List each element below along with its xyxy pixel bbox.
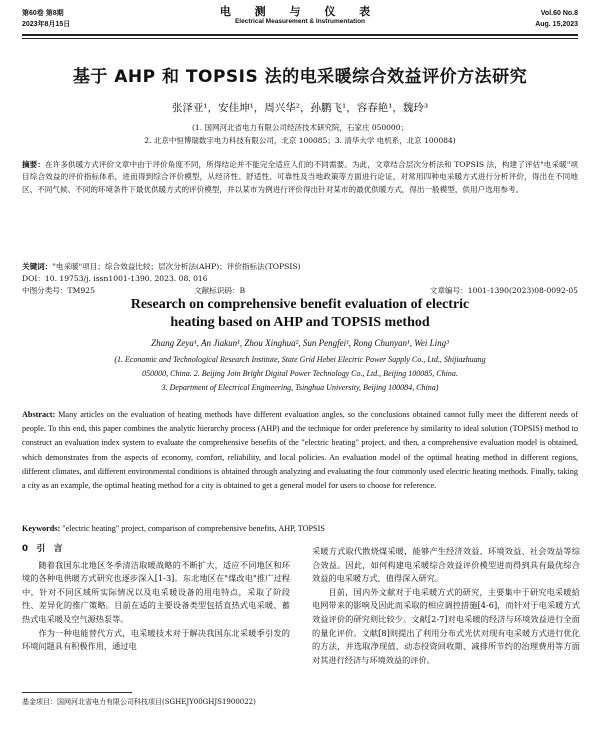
abstract-cn-text: 在许多供暖方式评价文章中由于评价角度不同，所得结论并不能完全适应人们的不同需要。为此，文章结合层次分析法和 TOPSIS 法，构建了评估"电采暖"项目综合效益的评价指标体系，进而得到综合评价模型，从经济性、舒适性、可靠性及当地政策等方面进行论证，对常用四种电采暖方式进行分析评价，得出在不同地区、不同气候、不同的环境条件下最优供暖方式的评价模型，并以某市为例进行评价得出针对某市的最优供暖方式，得出一般模型，供用户选用参考。	[22, 160, 578, 194]
keywords-en-label: Keywords:	[22, 524, 61, 533]
authors-cn: 张泽亚¹，安佳坤¹，周兴华²，孙鹏飞¹，容春艳¹，魏玲³	[171, 102, 429, 114]
abstract-cn-label: 摘要：	[22, 160, 46, 169]
volume-cn: 第60卷 第8期	[22, 10, 64, 17]
header-center	[22, 6, 578, 26]
abstract-en-text: Many articles on the evaluation of heating methods have different evaluation angles, so the conclusions obtained cannot fully meet the different needs of people. To this end, this paper combines the analytic hierarchy process (AHP) and the technique for order preference by similarity to ideal solution (TOPSIS) method to construct an evaluation index system to evaluate the comprehensive benefits of the "electric heating" project, and then, a comprehensive evaluation model is obtained, which demonstrates from the aspects of economy, comfort, reliability, and local policies. An evaluation model of the optimal heating method in different regions, different climates, and different environmental conditions is obtained through analyzing and evaluating the four commonly used electric heating methods. Finally, taking a city as an example, the optimal heating method for a city is obtained to get a general model for users to choose for reference.	[22, 410, 579, 491]
header-rule	[22, 34, 578, 36]
affiliations-en	[40, 353, 560, 395]
article-number: 文章编号：1001-1390(2023)08-0092-05	[429, 286, 578, 295]
keywords-en-block	[22, 524, 578, 533]
document-code: 文献标识码：B	[194, 286, 246, 295]
section-heading: 0 引 言	[22, 544, 63, 554]
clc-number: 中图分类号：TM925	[22, 286, 95, 295]
affiliation-en-3: 3. Department of Electrical Engineering, Tsinghua University, Beijing 100084, China)	[161, 383, 439, 392]
affiliations-cn	[22, 121, 578, 147]
affiliation-cn-2: 2. 北京中恒博瑞数字电力科技有限公司，北京 100085；3. 清华大学 电机系，北京 100084)	[144, 136, 456, 145]
header-rule-thin	[22, 38, 578, 39]
footnote-rule	[22, 692, 132, 693]
body-paragraph: 目前，国内外文献对于电采暖方式的研究，主要集中于研究电采暖給电网带来的影响及因此而采取的相应调控措施[4-6]，而针对于电采暖方式效益评价的研究则比较少。文献[2-7]对电采暖的经济与环境效益进行全面的量化评价。文献[8]则提出了利用分布式光伏对现有电采暖方式进行优化的方法，并选取净现值、动态投资回收期、减排所节约的治理费用等方面对其进行经济与环境效益的评价。	[312, 586, 580, 665]
paper-title-en-line2: heating based on AHP and TOPSIS method	[170, 315, 430, 330]
authors-en: Zhang Zeya¹, An Jiakun¹, Zhou Xinghua², Sun Pengfei¹, Rong Chunyan¹, Wei Ling³	[151, 338, 449, 348]
abstract-en-label: Abstract:	[22, 410, 56, 419]
body-column-left	[22, 543, 290, 654]
keywords-cn: "电采暖"项目；综合效益比较；层次分析法(AHP)；评价指标法(TOPSIS)	[52, 262, 301, 271]
keywords-cn-label: 关键词：	[22, 262, 53, 271]
paper-title-en-line1: Research on comprehensive benefit evaluation of electric	[130, 297, 470, 312]
funding-footnote: 基金项目：国网河北省电力有限公司科技项目(SGHEJY00GHJS1900022)	[22, 698, 256, 706]
paper-title-cn: 基于 AHP 和 TOPSIS 法的电采暖综合效益评价方法研究	[72, 67, 528, 87]
date-en: Aug. 15,2023	[535, 21, 578, 28]
abstract-cn	[22, 159, 578, 196]
volume-en: Vol.60 No.8	[540, 10, 578, 17]
affiliation-en-2: 050000, China. 2. Beijing Join Bright Digital Power Technology Co., Ltd., Beijing 100085, China.	[142, 369, 458, 378]
article-meta	[22, 261, 578, 297]
body-paragraph: 作为一种电能替代方式，电采暖技术对于解决我国东北采暖季引发的环境问题具有积极作用，通过电	[22, 627, 290, 652]
affiliation-en-1: (1. Economic and Technological Research Institute, State Grid Hebei Electric Power Supply Co., Ltd., Shijiazhuang	[114, 355, 486, 364]
body-column-right	[312, 545, 580, 667]
affiliation-cn-1: (1. 国网河北省电力有限公司经济技术研究院，石家庄 050000；	[192, 123, 408, 132]
body-paragraph: 随着我国东北地区冬季清洁取暖战略的不断扩大，适应不同地区和环境的各种电供暖方式研究也逐步深入[1-3]。东北地区在"煤改电"推广过程中，针对不同区域所实际情况以及电采暖设备的用电特点，采取了阶段性、差异化的推广策略。目前在适的主要设备类型包括直热式电采暖、蓄热式电采暖及空气源热泵等。	[22, 559, 290, 624]
journal-name-cn: 电 测 与 仪 表	[219, 5, 381, 18]
journal-name-en: Electrical Measurement & Instrumentation	[234, 18, 366, 25]
body-paragraph: 采暖方式取代散烧煤采暖，能够产生经济效益、环境效益、社会效益等综合效益。因此，如何构建电采暖综合效益评价模型进而得到具有最优综合效益的电采暖方式，值得深入研究。	[312, 546, 580, 584]
keywords-en: "electric heating" project, comparison of comprehensive benefits, AHP, TOPSIS	[62, 524, 325, 533]
header-right	[535, 8, 578, 30]
abstract-en	[22, 408, 578, 493]
doi: DOI：10. 19753/j. issn1001-1390. 2023. 08. 016	[22, 274, 208, 283]
date-cn: 2023年8月15日	[22, 21, 71, 28]
paper-title-en	[22, 296, 578, 332]
